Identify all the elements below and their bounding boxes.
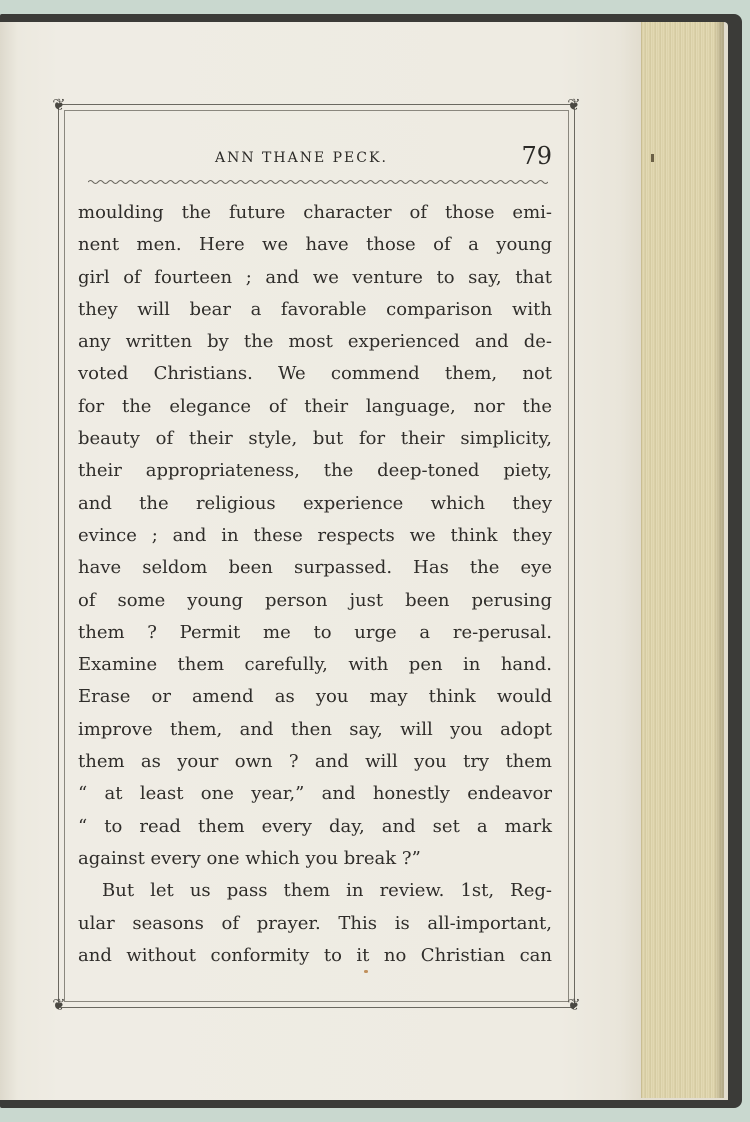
text-line: nent men. Here we have those of a young bbox=[78, 234, 552, 256]
text-line: Examine them carefully, with pen in hand. bbox=[78, 654, 552, 676]
paper-stain bbox=[364, 970, 368, 973]
running-title: ANN THANE PECK. bbox=[215, 150, 388, 166]
wavy-rule-icon bbox=[88, 178, 548, 186]
text-line: against every one which you break ?” bbox=[78, 847, 421, 869]
text-line: them as your own ? and will you try them bbox=[78, 751, 552, 773]
text-line: evince ; and in these respects we think they bbox=[78, 524, 552, 546]
page-fore-edge bbox=[641, 22, 724, 1098]
text-line: moulding the future character of those emi- bbox=[78, 202, 552, 223]
text-line: they will bear a favorable comparison with bbox=[78, 298, 552, 320]
body-text bbox=[78, 197, 552, 972]
text-line: But let us pass them in review. 1st, Reg- bbox=[102, 880, 552, 902]
text-line: girl of fourteen ; and we venture to say, that bbox=[78, 266, 552, 288]
text-line: their appropriateness, the deep-toned piety, bbox=[78, 460, 552, 482]
text-line: voted Christians. We commend them, not bbox=[78, 363, 552, 385]
text-line: ular seasons of prayer. This is all-important, bbox=[78, 912, 552, 934]
text-line: beauty of their style, but for their simplicity, bbox=[78, 428, 552, 450]
text-line: and the religious experience which they bbox=[78, 492, 552, 514]
fleuron-icon: ❦ bbox=[52, 95, 66, 114]
text-line: have seldom been surpassed. Has the eye bbox=[78, 557, 552, 579]
text-line: for the elegance of their language, nor the bbox=[78, 395, 552, 417]
fleuron-icon: ❦ bbox=[567, 95, 581, 114]
running-head bbox=[82, 140, 552, 176]
text-line: Erase or amend as you may think would bbox=[78, 686, 552, 708]
text-line: “ to read them every day, and set a mark bbox=[78, 815, 552, 837]
text-line: of some young person just been perusing bbox=[78, 589, 552, 611]
text-line: “ at least one year,” and honestly endeavor bbox=[78, 783, 552, 805]
fleuron-icon: ❦ bbox=[567, 995, 581, 1014]
text-line: them ? Permit me to urge a re-perusal. bbox=[78, 621, 552, 643]
text-line: improve them, and then say, will you adopt bbox=[78, 718, 552, 740]
edge-mark bbox=[651, 154, 654, 162]
text-line: any written by the most experienced and de- bbox=[78, 331, 552, 353]
text-line: and without conformity to it no Christian can bbox=[78, 944, 552, 966]
fleuron-icon: ❦ bbox=[52, 995, 66, 1014]
page-number: 79 bbox=[521, 142, 552, 170]
